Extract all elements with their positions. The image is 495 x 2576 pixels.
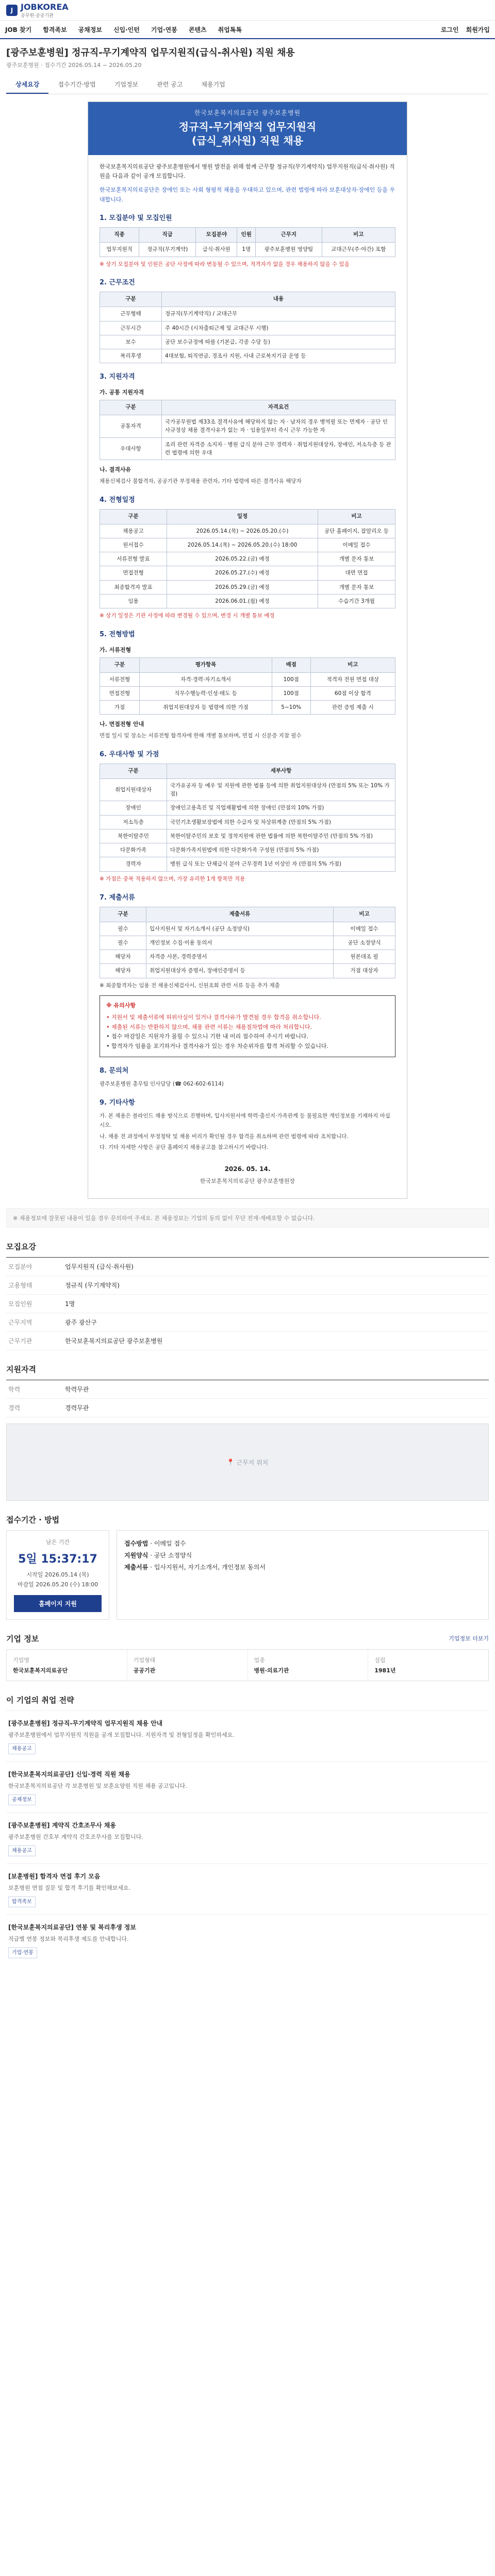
th: 구분 [100, 907, 146, 922]
sub-disqualification: 나. 결격사유 [100, 466, 131, 473]
td: 해당자 [100, 964, 146, 978]
kv-key: 모집인원 [8, 1300, 32, 1308]
caution-box [100, 995, 395, 1057]
kv-key: 근무지역 [8, 1319, 32, 1327]
td: 국가유공자 등 예우 및 지원에 관한 법률 등에 의한 취업지원대상자 (만점의 5% 또는 10% 가점) [167, 778, 395, 801]
th: 직급 [139, 228, 196, 243]
th: 일정 [167, 509, 318, 524]
sec-selection: 5. 전형방법 [100, 630, 135, 638]
table-row [100, 349, 395, 363]
site-logo[interactable] [6, 2, 69, 19]
td: 서류전형 발표 [100, 552, 167, 566]
cell-key: 업종 [254, 1656, 265, 1664]
td: 자격·경력·자기소개서 [140, 672, 272, 686]
poster-headline: 정규직-무기계약직 업무지원직 (급식_취사원) 직원 채용 [178, 120, 317, 147]
company-more-link[interactable]: 기업정보 더보기 [449, 1635, 489, 1642]
poster-intro: 한국보훈복지의료공단 광주보훈병원에서 병원 발전을 위해 함께 근무할 정규직(무기계약직) 업무지원직(급식·취사원) 직원을 다음과 같이 공개 모집합니다. [100, 163, 395, 180]
caution-line: • 제출된 서류는 반환하지 않으며, 채용 관련 서류는 채용절차법에 따라 처리합니다. [106, 1023, 312, 1030]
item-desc: 광주보훈병원에서 업무지원직 직원을 공개 모집합니다. 지원자격 및 전형일정을 확인하세요. [8, 1732, 235, 1739]
sec-work-conditions: 2. 근무조건 [100, 279, 135, 287]
summary-row [6, 1258, 489, 1276]
td: 정규직(무기계약) [139, 243, 196, 257]
td: 우대사항 [100, 437, 162, 460]
td: 취업지원대상자 증명서, 장애인증명서 등 [146, 964, 334, 978]
location-map[interactable] [6, 1423, 489, 1501]
table-row [100, 335, 395, 349]
tab-apply-period[interactable]: 접수기간·방법 [58, 80, 96, 88]
td: 최종합격자 발표 [100, 580, 167, 594]
td: 북한이탈주민의 보호 및 정착지원에 관한 법률에 의한 북한이탈주민 (만점의 5% 가점) [167, 829, 395, 843]
poster-org: 한국보훈복지의료공단 광주보훈병원 [194, 109, 301, 116]
td: 2026.05.14.(목) ~ 2026.05.20.(수) [167, 524, 318, 538]
sec-recruit-field: 1. 모집분야 및 모집인원 [100, 214, 172, 223]
nav-item-public-recruit[interactable]: 공채정보 [78, 26, 102, 33]
table-row [100, 857, 395, 871]
kv-value: 한국보훈복지의료공단 광주보훈병원 [65, 1337, 163, 1345]
td: 채용공고 [100, 524, 167, 538]
td: 서류전형 [100, 672, 140, 686]
summary-row [6, 1313, 489, 1332]
company-title: 기업 정보 [6, 1634, 39, 1643]
item-title: [광주보훈병원] 정규직-무기계약직 업무지원직 채용 안내 [8, 1719, 163, 1727]
item-tag: 합격족보 [8, 1896, 36, 1907]
item-title: [한국보훈복지의료공단] 연봉 및 복리후생 정보 [8, 1924, 136, 1931]
td: 교대근무(주·야간) 포함 [322, 243, 395, 257]
table-row [100, 829, 395, 843]
table-row [100, 672, 395, 686]
qualification-title: 지원자격 [6, 1365, 36, 1375]
item-desc: 보훈병원 면접 질문 및 합격 후기를 확인해보세요. [8, 1885, 130, 1892]
th: 모집분야 [196, 228, 237, 243]
qualification-row [6, 1399, 489, 1417]
table-row [100, 307, 395, 321]
detail-tabs [6, 76, 489, 94]
td: 정규직(무기계약직) / 교대근무 [162, 307, 395, 321]
kv-value: 정규직 (무기계약직) [65, 1282, 120, 1290]
th: 비고 [334, 907, 395, 922]
map-pin-icon: 📍 [226, 1459, 237, 1466]
related-section [6, 1694, 489, 1965]
td: 보수 [100, 335, 162, 349]
th: 구분 [100, 509, 167, 524]
td: 해당자 [100, 950, 146, 964]
td: 개인정보 수집·이용 동의서 [146, 936, 334, 950]
td: 장애인 [100, 801, 167, 815]
logo-mark-icon: J [6, 5, 18, 16]
table-row [100, 594, 395, 608]
td: 자격증 사본, 경력증명서 [146, 950, 334, 964]
caution-line: • 접수 마감일은 지원자가 몰릴 수 있으니 기한 내 미리 접수하여 주시기 바랍니다. [106, 1033, 308, 1040]
td: 저소득층 [100, 815, 167, 829]
td: 필수 [100, 936, 146, 950]
note-documents: ※ 최종합격자는 임용 전 채용신체검사서, 신원조회 관련 서류 등을 추가 제출 [100, 982, 280, 989]
table-row [100, 964, 395, 978]
item-tag: 기업·연봉 [8, 1947, 37, 1958]
table-row [100, 415, 395, 438]
method-value: 이메일 접수 [154, 1540, 186, 1548]
sec-contact: 8. 문의처 [100, 1066, 129, 1075]
table-row [100, 552, 395, 566]
summary-row [6, 1295, 489, 1313]
th: 자격요건 [162, 400, 395, 415]
signup-link[interactable]: 회원가입 [466, 26, 490, 33]
td: 5~10% [272, 701, 310, 715]
remaining-time: 5일 15:37:17 [18, 1553, 97, 1566]
table-row [100, 580, 395, 594]
top-bar [0, 0, 495, 21]
table-preference [100, 764, 395, 872]
main-nav [0, 21, 495, 39]
apply-section [6, 1514, 489, 1619]
th: 비고 [322, 228, 395, 243]
poster-signatory: 한국보훈복지의료공단 광주보훈병원장 [200, 1177, 295, 1184]
apply-info: 접수방법 · 이메일 접수 지원양식 · 공단 소정양식 제출서류 · 입사지원서, 자기소개서, 개인정보 동의서 [117, 1530, 489, 1619]
job-meta: 광주보훈병원 · 접수기간 2026.05.14 ~ 2026.05.20 [6, 62, 142, 69]
list-item[interactable] [6, 1914, 489, 1965]
td: 관련 증빙 제출 시 [310, 701, 395, 715]
cell-key: 기업형태 [133, 1656, 156, 1664]
cell-value: 한국보훈복지의료공단 [13, 1667, 68, 1674]
nav-item-talk[interactable]: 취업톡톡 [218, 26, 242, 33]
kv-key: 근무기관 [8, 1337, 32, 1345]
th: 직종 [100, 228, 139, 243]
th: 구분 [100, 764, 167, 779]
td: 국민기초생활보장법에 의한 수급자 및 차상위계층 (만점의 5% 가점) [167, 815, 395, 829]
related-title: 이 기업의 취업 전략 [6, 1695, 74, 1705]
caution-line: • 합격자가 임용을 포기하거나 결격사유가 있는 경우 차순위자를 합격 처리할 수 있습니다. [106, 1043, 328, 1050]
contact-text: 광주보훈병원 총무팀 인사담당 (☎ 062-602-6114) [100, 1080, 224, 1087]
table-row [100, 778, 395, 801]
item-tag: 공채정보 [8, 1794, 36, 1805]
td: 가점 [100, 701, 140, 715]
item-desc: 한국보훈복지의료공단 각 보훈병원 및 보훈요양원 직원 채용 공고입니다. [8, 1783, 187, 1790]
td: 2026.05.27.(수) 예정 [167, 566, 318, 580]
list-item[interactable] [6, 1812, 489, 1863]
summary-row [6, 1332, 489, 1350]
interview-text: 면접 일시 및 장소는 서류전형 합격자에 한해 개별 통보하며, 면접 시 신분증 지참 필수 [100, 733, 302, 739]
table-documents [100, 907, 395, 978]
docs-label: 제출서류 [124, 1563, 148, 1571]
td: 60점 이상 합격 [310, 686, 395, 700]
td: 근무시간 [100, 321, 162, 335]
table-schedule [100, 509, 395, 608]
job-title [6, 46, 489, 70]
th: 근무지 [256, 228, 322, 243]
note-recruit-field: ※ 상기 모집분야 및 인원은 공단 사정에 따라 변동될 수 있으며, 적격자가 없을 경우 채용하지 않을 수 있음 [100, 261, 350, 267]
recruit-poster [88, 101, 407, 1199]
td: 이메일 접수 [318, 538, 395, 552]
td: 취업지원대상자 [100, 778, 167, 801]
sec-preference: 6. 우대사항 및 가점 [100, 750, 159, 758]
poster-date: 2026. 05. 14. [224, 1165, 271, 1173]
poster-header [88, 102, 407, 155]
td: 원본대조 필 [334, 950, 395, 964]
list-item[interactable] [6, 1761, 489, 1812]
td: 복리후생 [100, 349, 162, 363]
tab-hiring-company[interactable]: 채용기업 [201, 80, 225, 88]
tab-details[interactable]: 상세요강 [6, 76, 48, 94]
kv-value: 1명 [65, 1300, 75, 1308]
cell-key: 설립 [374, 1656, 386, 1664]
table-row [100, 566, 395, 580]
item-tag: 채용공고 [8, 1845, 36, 1856]
td: 취업지원대상자 등 법령에 의한 가점 [140, 701, 272, 715]
company-info [6, 1649, 489, 1681]
td: 4대보험, 퇴직연금, 경조사 지원, 사내 근로복지기금 운영 등 [162, 349, 395, 363]
td: 조리 관련 자격증 소지자 · 병원 급식 분야 근무 경력자 · 취업지원대상자, 장애인, 저소득층 등 관련 법령에 의한 우대 [162, 437, 395, 460]
etc-line: 가. 본 채용은 블라인드 채용 방식으로 진행하며, 입사지원서에 학력·출신지·가족관계 등 불필요한 개인정보를 기재하지 마십시오. [100, 1112, 390, 1128]
table-row [100, 936, 395, 950]
company-cell [7, 1650, 127, 1681]
note-schedule: ※ 상기 일정은 기관 사정에 따라 변경될 수 있으며, 변경 시 개별 통보 예정 [100, 613, 275, 619]
etc-line: 다. 기타 자세한 사항은 공단 홈페이지 채용공고를 참고하시기 바랍니다. [100, 1144, 269, 1151]
remaining-label: 남은 기간 [45, 1539, 70, 1546]
td: 공단 홈페이지, 잡알리오 등 [318, 524, 395, 538]
td: 경력자 [100, 857, 167, 871]
th: 내용 [162, 292, 395, 307]
table-row [100, 437, 395, 460]
table-row [100, 815, 395, 829]
nav-item-job-search[interactable]: JOB 찾기 [5, 26, 32, 33]
td: 가점 대상자 [334, 964, 395, 978]
item-desc: 광주보훈병원 간호부 계약직 간호조무사를 모집합니다. [8, 1834, 143, 1841]
apply-title: 접수기간 · 방법 [6, 1515, 60, 1525]
kv-key: 모집분야 [8, 1263, 32, 1271]
item-tag: 채용공고 [8, 1743, 36, 1754]
td: 공통자격 [100, 415, 162, 438]
company-section [6, 1633, 489, 1681]
td: 100점 [272, 686, 310, 700]
cell-key: 기업명 [13, 1656, 29, 1664]
table-row [100, 843, 395, 857]
td: 임용 [100, 594, 167, 608]
apply-button[interactable]: 홈페이지 지원 [14, 1595, 102, 1612]
qualification-row [6, 1380, 489, 1399]
disclaimer: ※ 채용정보에 잘못된 내용이 있을 경우 문의하여 주세요. 본 채용정보는 기업의 동의 없이 무단 전재·재배포할 수 없습니다. [6, 1208, 489, 1228]
td: 광주보훈병원 영양팀 [256, 243, 322, 257]
kv-value: 학력무관 [65, 1386, 89, 1394]
th: 배점 [272, 657, 310, 672]
kv-value: 광주 광산구 [65, 1319, 97, 1327]
table-row [100, 922, 395, 936]
table-recruit-field [100, 227, 395, 257]
td: 개별 문자 통보 [318, 580, 395, 594]
th: 제출서류 [146, 907, 334, 922]
th: 구분 [100, 292, 162, 307]
docs-value: 입사지원서, 자기소개서, 개인정보 동의서 [154, 1563, 266, 1571]
note-preference: ※ 가점은 중복 적용하지 않으며, 가장 유리한 1개 항목만 적용 [100, 875, 245, 882]
logo-text: JOBKOREA [21, 2, 69, 12]
item-title: [보훈병원] 합격자 면접 후기 모음 [8, 1872, 101, 1880]
td: 근무형태 [100, 307, 162, 321]
company-cell [248, 1650, 369, 1681]
summary-section [6, 1241, 489, 1350]
table-row [100, 950, 395, 964]
cell-value: 공공기관 [133, 1667, 156, 1674]
company-cell [127, 1650, 248, 1681]
poster-footer [100, 1164, 395, 1186]
td: 개별 문자 통보 [318, 552, 395, 566]
deadline-box [6, 1530, 109, 1619]
kv-value: 경력무관 [65, 1404, 89, 1412]
kv-value: 업무지원직 (급식·취사원) [65, 1263, 134, 1271]
nav-item-pass-notes[interactable]: 합격족보 [43, 26, 67, 33]
td: 북한이탈주민 [100, 829, 167, 843]
td: 입사지원서 및 자기소개서 (공단 소정양식) [146, 922, 334, 936]
table-selection [100, 657, 395, 715]
poster-intro2: 한국보훈복지의료공단은 장애인 또는 사회 형평적 채용을 우대하고 있으며, 관련 법령에 따라 보훈대상자·장애인 등을 우대합니다. [100, 186, 395, 203]
tab-related[interactable]: 관련 공고 [157, 80, 183, 88]
caution-title: ※ 유의사항 [106, 1002, 136, 1009]
sec-qualifications: 3. 지원자격 [100, 373, 135, 381]
td: 급식·취사원 [196, 243, 237, 257]
start-date: 시작일 2026.05.14 (목) [26, 1571, 89, 1579]
th: 비고 [310, 657, 395, 672]
td: 수습기간 3개월 [318, 594, 395, 608]
item-desc: 직급별 연봉 정보와 복리후생 제도를 안내합니다. [8, 1936, 129, 1943]
summary-title: 모집요강 [6, 1242, 36, 1252]
th: 비고 [318, 509, 395, 524]
disqualification-text: 채용신체검사 불합격자, 공공기관 부정채용 관련자, 기타 법령에 따른 결격사유 해당자 [100, 478, 302, 484]
td: 장애인고용촉진 및 직업재활법에 의한 장애인 (만점의 10% 가점) [167, 801, 395, 815]
login-link[interactable]: 로그인 [440, 26, 459, 33]
sec-schedule: 4. 전형일정 [100, 496, 135, 504]
table-qualifications [100, 400, 395, 460]
job-title-text: [광주보훈병원] 정규직-무기계약직 업무지원직(급식-취사원) 직원 채용 [6, 47, 295, 58]
table-row [100, 524, 395, 538]
td: 공단 보수규정에 따름 (기본급, 각종 수당 등) [162, 335, 395, 349]
th: 구분 [100, 657, 140, 672]
td: 대면 면접 [318, 566, 395, 580]
sub-common-qual: 가. 공통 지원자격 [100, 389, 144, 396]
sec-etc: 9. 기타사항 [100, 1098, 135, 1107]
table-work-conditions [100, 292, 395, 363]
table-row [100, 686, 395, 700]
th: 세부사항 [167, 764, 395, 779]
nav-item-company-salary[interactable]: 기업·연봉 [151, 26, 177, 33]
caution-line: • 지원서 및 제출서류에 허위사실이 있거나 결격사유가 발견될 경우 합격을 취소합니다. [106, 1014, 321, 1021]
list-item[interactable] [6, 1863, 489, 1914]
qualification-section [6, 1364, 489, 1501]
tab-company-info[interactable]: 기업정보 [114, 80, 139, 88]
summary-row [6, 1276, 489, 1295]
kv-key: 학력 [8, 1386, 21, 1394]
cell-value: 병원·의료기관 [254, 1667, 289, 1674]
table-row [100, 701, 395, 715]
table-row [100, 321, 395, 335]
td: 필수 [100, 922, 146, 936]
form-value: 공단 소정양식 [154, 1552, 192, 1560]
kv-key: 경력 [8, 1404, 21, 1412]
etc-line: 나. 채용 전 과정에서 부정청탁 및 채용 비리가 확인될 경우 합격을 취소하며 관련 법령에 따라 조치합니다. [100, 1133, 349, 1140]
td: 2026.05.22.(금) 예정 [167, 552, 318, 566]
td: 면접전형 [100, 566, 167, 580]
td: 다문화가족지원법에 의한 다문화가족 구성원 (만점의 5% 가점) [167, 843, 395, 857]
td: 다문화가족 [100, 843, 167, 857]
th: 평가항목 [140, 657, 272, 672]
logo-sub: 공무원·공공기관 [21, 13, 54, 19]
td: 업무지원직 [100, 243, 139, 257]
sub-doc-screening: 가. 서류전형 [100, 647, 131, 654]
td: 100점 [272, 672, 310, 686]
td: 면접전형 [100, 686, 140, 700]
td: 이메일 접수 [334, 922, 395, 936]
sec-documents: 7. 제출서류 [100, 893, 135, 902]
end-date: 마감일 2026.05.20 (수) 18:00 [17, 1581, 98, 1588]
item-title: [광주보훈병원] 계약직 간호조무사 채용 [8, 1821, 116, 1829]
form-label: 지원양식 [124, 1552, 148, 1560]
th: 인원 [237, 228, 256, 243]
table-row [100, 801, 395, 815]
map-label: 근무지 위치 [236, 1459, 269, 1466]
table-row [100, 243, 395, 257]
td: 2026.05.29.(금) 예정 [167, 580, 318, 594]
list-item[interactable] [6, 1710, 489, 1761]
td: 원서접수 [100, 538, 167, 552]
td: 직무수행능력·인성·태도 등 [140, 686, 272, 700]
cell-value: 1981년 [374, 1667, 396, 1674]
td: 2026.05.14.(목) ~ 2026.05.20.(수) 18:00 [167, 538, 318, 552]
nav-item-new-intern[interactable]: 신입·인턴 [113, 26, 140, 33]
th: 구분 [100, 400, 162, 415]
nav-item-contents[interactable]: 콘텐츠 [188, 26, 207, 33]
td: 국가공무원법 제33조 결격사유에 해당하지 않는 자 · 남자의 경우 병역필 또는 면제자 · 공단 인사규정상 채용 결격사유가 없는 자 · 임용일부터 즉시 근무 가능한 자 [162, 415, 395, 438]
method-label: 접수방법 [124, 1540, 148, 1548]
company-cell [368, 1650, 488, 1681]
td: 병원 급식 또는 단체급식 분야 근무경력 1년 이상인 자 (만점의 5% 가점) [167, 857, 395, 871]
sub-interview: 나. 면접전형 안내 [100, 721, 144, 728]
td: 공단 소정양식 [334, 936, 395, 950]
item-title: [한국보훈복지의료공단] 신입·경력 직원 채용 [8, 1770, 130, 1778]
td: 1명 [237, 243, 256, 257]
td: 적격자 전원 면접 대상 [310, 672, 395, 686]
td: 2026.06.01.(월) 예정 [167, 594, 318, 608]
table-row [100, 538, 395, 552]
td: 주 40시간 (시차출퇴근제 및 교대근무 시행) [162, 321, 395, 335]
kv-key: 고용형태 [8, 1282, 32, 1290]
